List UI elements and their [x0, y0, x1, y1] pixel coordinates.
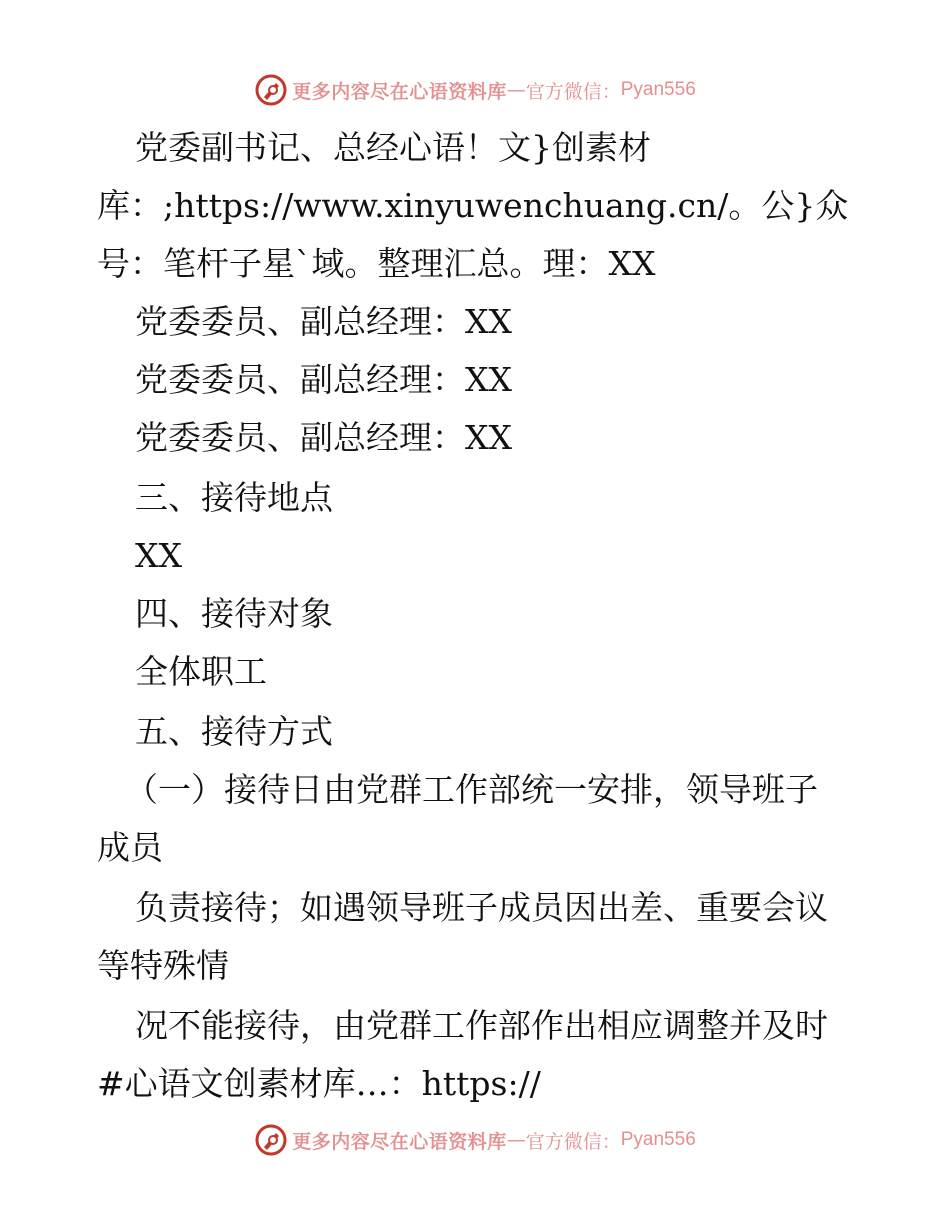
text-line-16: 况不能接待，由党群工作部作出相应调整并及时: [135, 1006, 828, 1045]
watermark-banner-bottom: [0, 1120, 950, 1160]
text-line-location-value: XX: [135, 536, 182, 575]
banner-main-text: 更多内容尽在心语资料库: [292, 80, 507, 103]
text-line-5: 党委委员、副总经理：XX: [135, 360, 512, 399]
pen-logo-icon: [254, 1123, 288, 1157]
text-line-14: 负责接待；如遇领导班子成员因出差、重要会议: [135, 888, 828, 927]
banner-wechat-id: Pyan556: [620, 79, 696, 100]
banner-official: 官方微信：: [525, 1130, 621, 1153]
text-line-2: 库：;https://www.xinyuwenchuang.cn/。公}众: [97, 186, 849, 225]
section-heading-location: 三、接待地点: [135, 478, 333, 517]
text-line-target-value: 全体职工: [135, 652, 267, 691]
section-heading-target: 四、接待对象: [135, 594, 333, 633]
text-line-6: 党委委员、副总经理：XX: [135, 418, 512, 457]
section-heading-method: 五、接待方式: [135, 712, 333, 751]
text-line-4: 党委委员、副总经理：XX: [135, 302, 512, 341]
banner-wechat-id: Pyan556: [620, 1129, 696, 1150]
text-line-17: #心语文创素材库…：https://: [97, 1064, 541, 1103]
text-line-1: 党委副书记、总经心语！文}创素材: [135, 128, 651, 167]
banner-main-text: 更多内容尽在心语资料库: [292, 1130, 507, 1153]
text-line-15: 等特殊情: [97, 946, 229, 985]
banner-dash: —: [506, 1129, 526, 1151]
text-line-13: 成员: [97, 828, 163, 867]
banner-dash: —: [506, 79, 526, 101]
text-line-3: 号：笔杆子星`域。整理汇总。理：XX: [97, 244, 656, 283]
banner-official: 官方微信：: [525, 80, 621, 103]
text-line-12: （一）接待日由党群工作部统一安排，领导班子: [125, 770, 818, 809]
